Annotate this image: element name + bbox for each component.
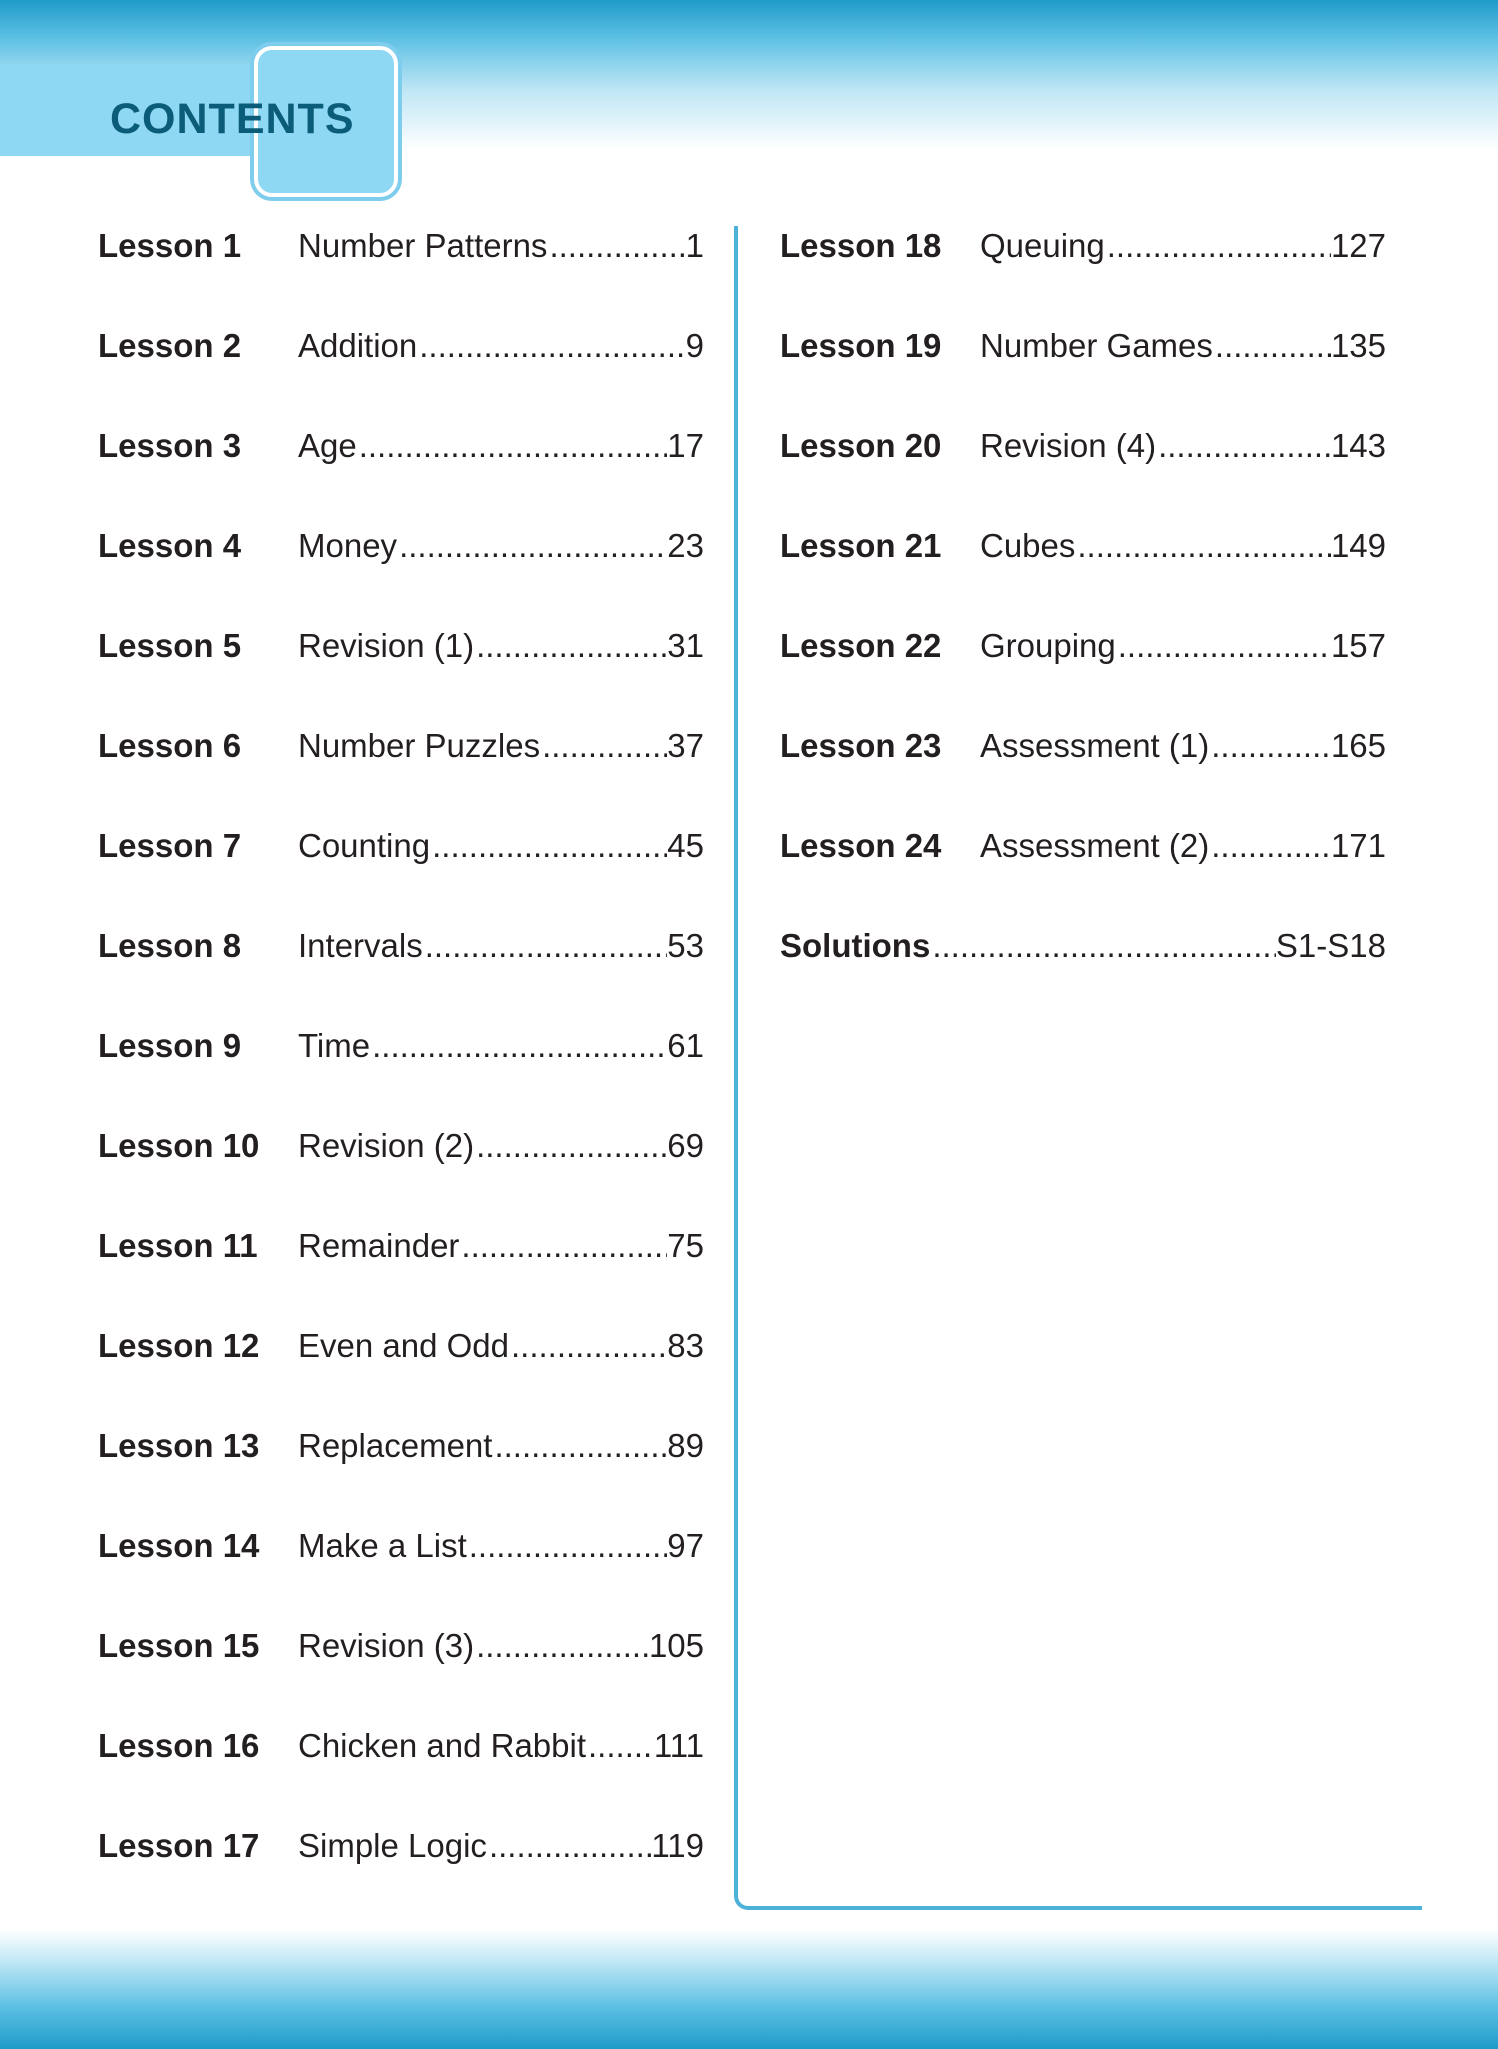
dot-leader	[586, 1717, 654, 1775]
lesson-title: Revision (3)	[298, 1627, 475, 1664]
page-number: 105	[648, 1627, 704, 1664]
lesson-title: Revision (4)	[980, 427, 1157, 464]
page-number: S1-S18	[1275, 927, 1386, 964]
toc-entry[interactable]	[780, 617, 1386, 717]
dot-leader	[467, 1517, 668, 1575]
toc-entry[interactable]	[98, 517, 704, 617]
toc-entry[interactable]	[780, 217, 1386, 317]
toc-entry[interactable]	[780, 317, 1386, 417]
toc-entry[interactable]	[98, 717, 704, 817]
dot-leader	[474, 1617, 649, 1675]
toc-entry[interactable]	[98, 417, 704, 517]
lesson-title: Remainder	[298, 1227, 460, 1264]
lesson-title-line	[298, 1017, 704, 1075]
page-number: 157	[1330, 627, 1386, 664]
lesson-number: Lesson 16	[98, 1727, 260, 1764]
page-number: 149	[1330, 527, 1386, 564]
dot-leader	[474, 617, 667, 675]
contents-right-column	[780, 217, 1386, 1017]
lesson-number: Lesson 2	[98, 327, 242, 364]
lesson-title: Make a List	[298, 1527, 467, 1564]
lesson-title: Cubes	[980, 527, 1076, 564]
lesson-title: Addition	[298, 327, 418, 364]
toc-entry[interactable]	[98, 217, 704, 317]
toc-entry[interactable]	[98, 817, 704, 917]
lesson-title-line	[298, 1817, 704, 1875]
lesson-title: Simple Logic	[298, 1827, 487, 1864]
lesson-title-line	[980, 217, 1386, 275]
lesson-number: Lesson 9	[98, 1027, 242, 1064]
lesson-title: Even and Odd	[298, 1327, 509, 1364]
lesson-number: Lesson 23	[780, 727, 942, 764]
toc-entry[interactable]	[780, 417, 1386, 517]
lesson-title: Chicken and Rabbit	[298, 1727, 587, 1764]
lesson-number: Lesson 3	[98, 427, 242, 464]
lesson-number: Lesson 21	[780, 527, 942, 564]
toc-entry[interactable]	[98, 1217, 704, 1317]
lesson-number: Lesson 10	[98, 1127, 260, 1164]
lesson-title-line	[298, 217, 704, 275]
page-number: 143	[1330, 427, 1386, 464]
lesson-title: Time	[298, 1027, 371, 1064]
lesson-number: Lesson 19	[780, 327, 942, 364]
toc-entry[interactable]	[98, 917, 704, 1017]
dot-leader	[1209, 717, 1331, 775]
lesson-title-line	[298, 817, 704, 875]
lesson-number: Lesson 15	[98, 1627, 260, 1664]
lesson-title-line	[980, 617, 1386, 675]
dot-leader	[509, 1317, 667, 1375]
toc-entry[interactable]	[780, 817, 1386, 917]
lesson-title-line	[980, 517, 1386, 575]
toc-entry[interactable]	[780, 717, 1386, 817]
lesson-number: Lesson 8	[98, 927, 242, 964]
lesson-title: Assessment (2)	[980, 827, 1210, 864]
toc-entry[interactable]	[98, 1017, 704, 1117]
bottom-gradient-band	[0, 1929, 1498, 2049]
lesson-title: Intervals	[298, 927, 423, 964]
page-number: 171	[1330, 827, 1386, 864]
lesson-title: Age	[298, 427, 357, 464]
toc-entry[interactable]	[780, 517, 1386, 617]
dot-leader	[423, 917, 668, 975]
lesson-title-line	[298, 617, 704, 675]
page-number: 37	[667, 727, 704, 764]
toc-entry[interactable]	[98, 617, 704, 717]
lesson-title: Counting	[298, 827, 431, 864]
dot-leader	[430, 817, 667, 875]
dot-leader	[459, 1217, 667, 1275]
lesson-title: Queuing	[980, 227, 1105, 264]
lesson-title-line	[980, 817, 1386, 875]
toc-entry[interactable]	[98, 1317, 704, 1417]
page-number: 1	[685, 227, 704, 264]
page-number: 127	[1330, 227, 1386, 264]
page-number: 75	[667, 1227, 704, 1264]
page-number: 111	[653, 1727, 704, 1764]
lesson-title: Revision (1)	[298, 627, 475, 664]
lesson-title-line	[298, 917, 704, 975]
dot-leader	[540, 717, 667, 775]
toc-entry[interactable]	[98, 1417, 704, 1517]
lesson-title-line	[298, 1417, 704, 1475]
page-number: 9	[685, 327, 704, 364]
lesson-title: Revision (2)	[298, 1127, 475, 1164]
toc-entry[interactable]	[98, 317, 704, 417]
solutions-label: Solutions	[780, 927, 931, 964]
page-number: 165	[1330, 727, 1386, 764]
dot-leader	[397, 517, 667, 575]
dot-leader	[370, 1017, 667, 1075]
lesson-title-line	[298, 517, 704, 575]
page-number: 61	[667, 1027, 704, 1064]
dot-leader	[1213, 317, 1331, 375]
toc-entry-solutions[interactable]	[780, 917, 1386, 1017]
lesson-number: Lesson 17	[98, 1827, 260, 1864]
lesson-title: Number Puzzles	[298, 727, 541, 764]
lesson-title-line	[298, 317, 704, 375]
dot-leader	[357, 417, 668, 475]
lesson-title-line	[298, 1117, 704, 1175]
dot-leader	[1209, 817, 1331, 875]
page-number: 31	[667, 627, 704, 664]
lesson-title-line	[298, 1217, 704, 1275]
toc-entry[interactable]	[98, 1117, 704, 1217]
lesson-title-line	[298, 1317, 704, 1375]
dot-leader	[1105, 217, 1331, 275]
lesson-number: Lesson 18	[780, 227, 942, 264]
lesson-number: Lesson 22	[780, 627, 942, 664]
lesson-number: Lesson 14	[98, 1527, 260, 1564]
solutions-line	[780, 917, 1386, 975]
lesson-number: Lesson 5	[98, 627, 242, 664]
page-number: 89	[667, 1427, 704, 1464]
dot-leader	[1116, 617, 1331, 675]
lesson-number: Lesson 13	[98, 1427, 260, 1464]
page-number: 69	[667, 1127, 704, 1164]
page-number: 17	[667, 427, 704, 464]
page-number: 53	[667, 927, 704, 964]
page-title: CONTENTS	[110, 95, 355, 143]
dot-leader	[1156, 417, 1331, 475]
lesson-number: Lesson 6	[98, 727, 242, 764]
page-number: 23	[667, 527, 704, 564]
lesson-title-line	[298, 417, 704, 475]
lesson-title: Grouping	[980, 627, 1116, 664]
dot-leader	[1075, 517, 1331, 575]
toc-entry[interactable]	[98, 1617, 704, 1717]
dot-leader	[487, 1817, 651, 1875]
lesson-number: Lesson 4	[98, 527, 242, 564]
lesson-title: Money	[298, 527, 398, 564]
lesson-title-line	[298, 1517, 704, 1575]
lesson-number: Lesson 20	[780, 427, 942, 464]
dot-leader	[492, 1417, 667, 1475]
page-number: 119	[651, 1827, 704, 1864]
lesson-title-line	[980, 717, 1386, 775]
lesson-number: Lesson 12	[98, 1327, 260, 1364]
dot-leader	[930, 917, 1276, 975]
dot-leader	[474, 1117, 667, 1175]
page-number: 45	[667, 827, 704, 864]
page-number: 135	[1330, 327, 1386, 364]
dot-leader	[547, 217, 685, 275]
page-number: 83	[667, 1327, 704, 1364]
lesson-number: Lesson 7	[98, 827, 242, 864]
lesson-title-line	[298, 1617, 704, 1675]
lesson-number: Lesson 24	[780, 827, 942, 864]
toc-entry[interactable]	[98, 1517, 704, 1617]
dot-leader	[417, 317, 685, 375]
lesson-number: Lesson 1	[98, 227, 242, 264]
lesson-title-line	[980, 317, 1386, 375]
page-number: 97	[667, 1527, 704, 1564]
lesson-title: Number Games	[980, 327, 1213, 364]
lesson-number: Lesson 11	[98, 1227, 258, 1264]
toc-entry[interactable]	[98, 1717, 704, 1817]
lesson-title: Assessment (1)	[980, 727, 1210, 764]
lesson-title-line	[980, 417, 1386, 475]
lesson-title: Number Patterns	[298, 227, 548, 264]
lesson-title: Replacement	[298, 1427, 493, 1464]
contents-left-column	[98, 217, 704, 1917]
lesson-title-line	[298, 1717, 704, 1775]
lesson-title-line	[298, 717, 704, 775]
toc-entry[interactable]	[98, 1817, 704, 1917]
